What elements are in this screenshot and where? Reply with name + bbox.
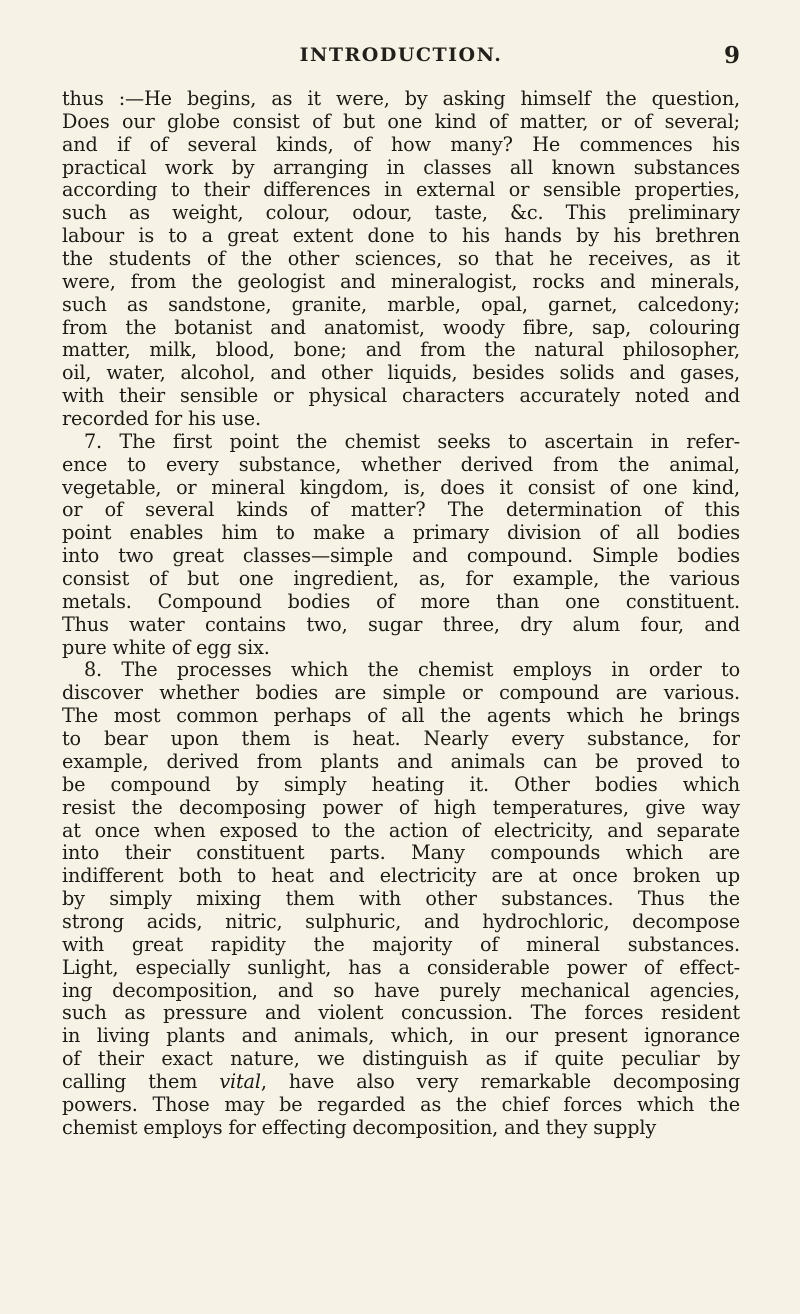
text-line: metals. Compound bodies of more than one constituent. [62, 590, 740, 613]
text-line: practical work by arranging in classes all known substances [62, 156, 740, 179]
text-line: calling them vital, have also very remarkable decomposing [62, 1070, 740, 1093]
text-line: such as pressure and violent concussion. The forces resident [62, 1002, 740, 1025]
text-line: pure white of egg six. [62, 636, 270, 659]
text-line: powers. Those may be regarded as the chief forces which the [62, 1093, 740, 1116]
text-line: 7. The first point the chemist seeks to ascertain in refer- [84, 430, 740, 453]
text-line: ing decomposition, and so have purely mechanical agencies, [62, 979, 740, 1002]
text-line: indifferent both to heat and electricity are at once broken up [62, 865, 740, 888]
running-head: INTRODUCTION. [299, 44, 503, 66]
text-line: Light, especially sunlight, has a considerable power of effect- [62, 956, 740, 979]
text-line: Thus water contains two, sugar three, dry alum four, and [62, 613, 740, 636]
text-line: point enables him to make a primary division of all bodies [62, 522, 740, 545]
text-line: be compound by simply heating it. Other bodies which [62, 773, 740, 796]
text-line: such as sandstone, granite, marble, opal, garnet, calcedony; [62, 293, 740, 316]
text-line: resist the decomposing power of high temperatures, give way [62, 796, 740, 819]
text-line: labour is to a great extent done to his hands by his brethren [62, 225, 740, 248]
text-line: with great rapidity the majority of mineral substances. [62, 933, 740, 956]
text-line: with their sensible or physical characters accurately noted and [62, 385, 740, 408]
text-line: or of several kinds of matter? The determination of this [62, 499, 740, 522]
text-line: consist of but one ingredient, as, for example, the various [62, 568, 740, 591]
italic-word: vital [219, 1070, 261, 1093]
text-line: discover whether bodies are simple or compound are various. [62, 682, 740, 705]
text-line: by simply mixing them with other substances. Thus the [62, 888, 740, 911]
page-number: 9 [723, 42, 740, 69]
text-line: The most common perhaps of all the agents which he brings [62, 705, 740, 728]
text-line: from the botanist and anatomist, woody fibre, sap, colouring [62, 316, 740, 339]
text-line: 8. The processes which the chemist employs in order to [84, 659, 740, 682]
text-line: were, from the geologist and mineralogist, rocks and minerals, [62, 270, 740, 293]
text-line: in living plants and animals, which, in our present ignorance [62, 1025, 740, 1048]
text-line: such as weight, colour, odour, taste, &c. This preliminary [62, 202, 740, 225]
text-line: to bear upon them is heat. Nearly every substance, for [62, 728, 740, 751]
page-header [62, 44, 740, 76]
text-line: into two great classes—simple and compound. Simple bodies [62, 545, 740, 568]
text-line: the students of the other sciences, so that he receives, as it [62, 248, 740, 271]
text-line: example, derived from plants and animals can be proved to [62, 750, 740, 773]
text-line: at once when exposed to the action of electricity, and separate [62, 819, 740, 842]
text-line: into their constituent parts. Many compounds which are [62, 842, 740, 865]
text-line: matter, milk, blood, bone; and from the natural philosopher, [62, 339, 740, 362]
text-line: and if of several kinds, of how many? He commences his [62, 133, 740, 156]
text-line: vegetable, or mineral kingdom, is, does it consist of one kind, [62, 476, 740, 499]
text-line: according to their differences in external or sensible properties, [62, 179, 740, 202]
text-line: recorded for his use. [62, 408, 261, 431]
text-line: of their exact nature, we distinguish as if quite peculiar by [62, 1048, 740, 1071]
body-text [62, 88, 740, 1140]
text-line: oil, water, alcohol, and other liquids, besides solids and gases, [62, 362, 740, 385]
text-line: chemist employs for effecting decomposition, and they supply [62, 1116, 657, 1139]
text-line: thus :—He begins, as it were, by asking himself the question, [62, 88, 740, 110]
text-line: Does our globe consist of but one kind of matter, or of several; [62, 110, 740, 133]
text-line: ence to every substance, whether derived from the animal, [62, 453, 740, 476]
text-line: strong acids, nitric, sulphuric, and hydrochloric, decompose [62, 910, 740, 933]
